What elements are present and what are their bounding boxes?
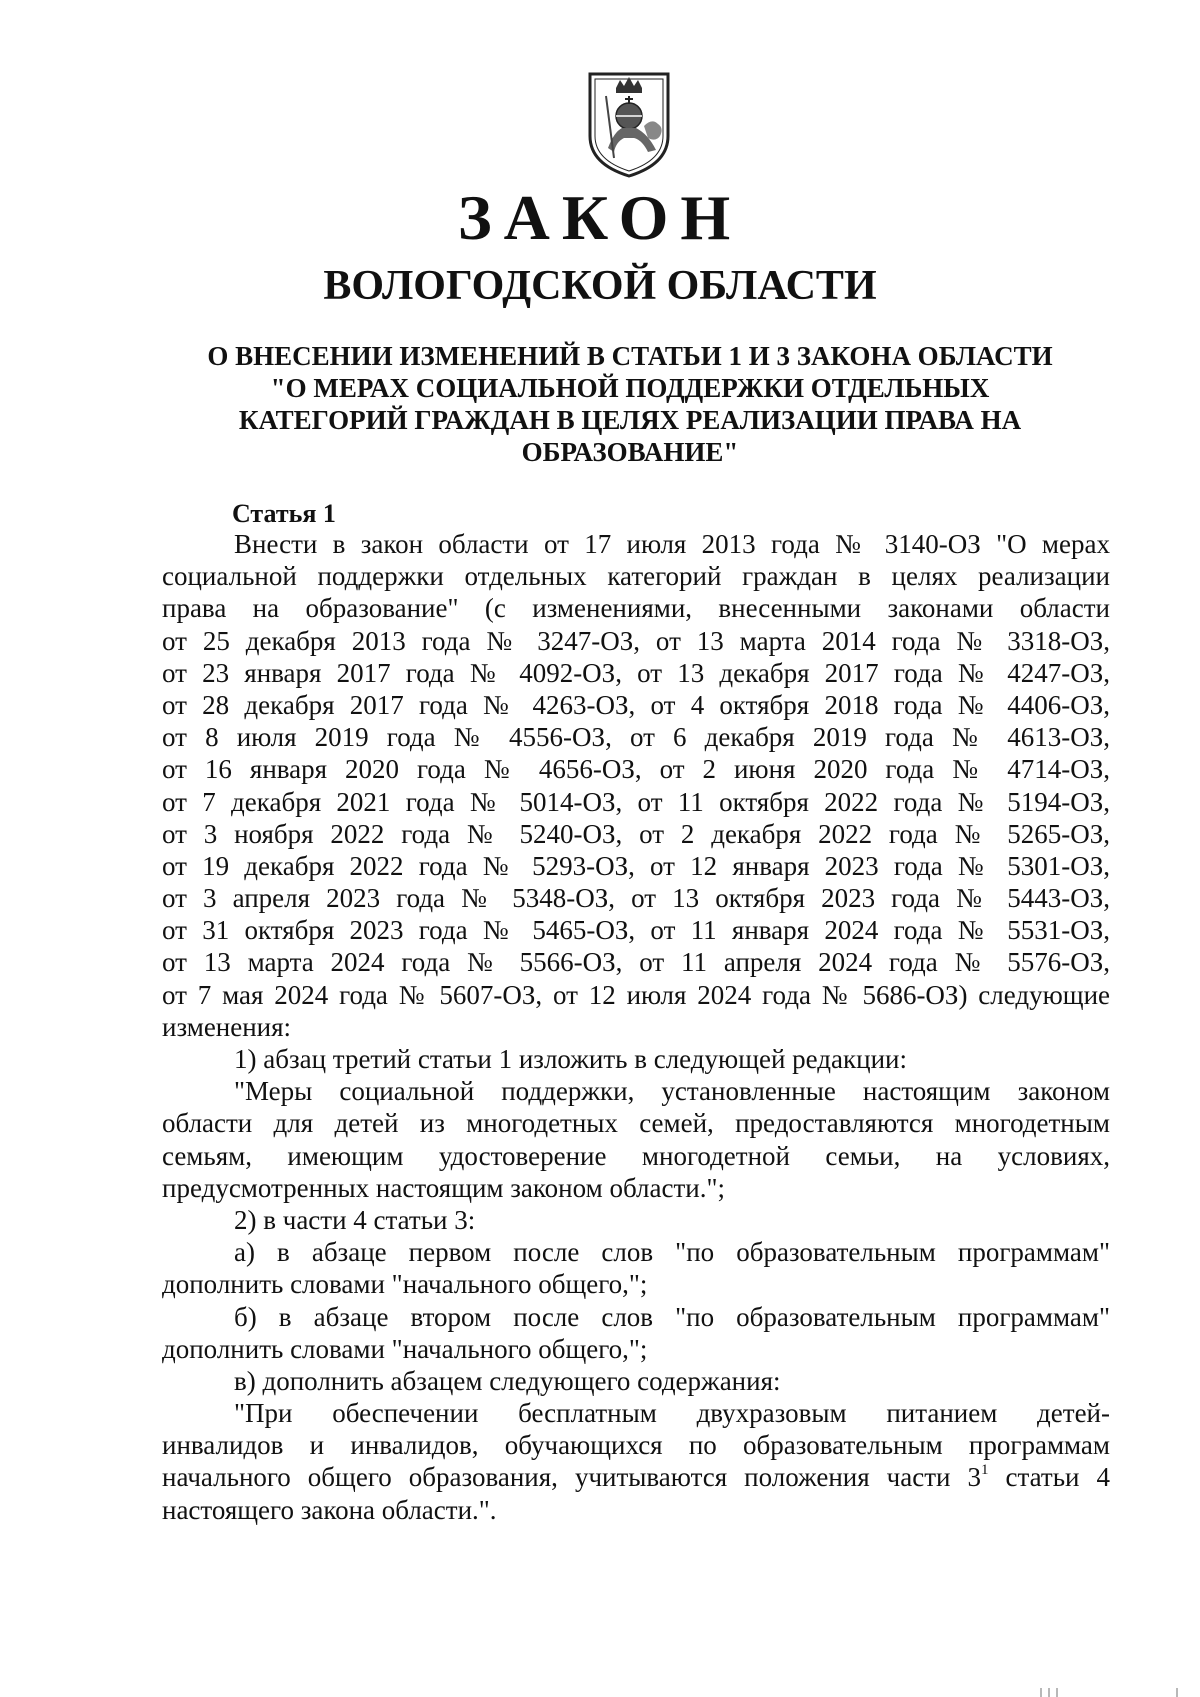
coat-of-arms-emblem (586, 66, 672, 180)
body-line: дополнить словами "начального общего,"; (162, 1333, 648, 1364)
body-line: "Меры социальной поддержки, установленные настоящим законом (234, 1076, 1110, 1107)
law-title: ЗАКОН (457, 182, 743, 253)
body-line: от 25 декабря 2013 года № 3247-ОЗ, от 13 марта 2014 года № 3318-ОЗ, (162, 625, 1110, 656)
body-line: б) в абзаце втором после слов "по образовательным программам" (234, 1301, 1110, 1332)
subject-line: О ВНЕСЕНИИ ИЗМЕНЕНИЙ В СТАТЬИ 1 И 3 ЗАКОНА ОБЛАСТИ (207, 341, 1053, 371)
article-body (162, 528, 1110, 1526)
region-title: ВОЛОГОДСКОЙ ОБЛАСТИ (323, 263, 877, 309)
body-line: от 28 декабря 2017 года № 4263-ОЗ, от 4 октября 2018 года № 4406-ОЗ, (162, 689, 1110, 720)
superscript: 1 (981, 1462, 989, 1479)
body-line: от 31 октября 2023 года № 5465-ОЗ, от 11 января 2024 года № 5531-ОЗ, (162, 915, 1110, 946)
scan-artifact (1040, 1688, 1042, 1697)
body-line: права на образование" (с изменениями, внесенными законами области (162, 593, 1110, 624)
body-line: от 3 апреля 2023 года № 5348-ОЗ, от 13 октября 2023 года № 5443-ОЗ, (162, 883, 1110, 914)
body-line: 2) в части 4 статьи 3: (234, 1204, 476, 1235)
body-line: от 23 января 2017 года № 4092-ОЗ, от 13 декабря 2017 года № 4247-ОЗ, (162, 657, 1110, 688)
body-line: в) дополнить абзацем следующего содержания: (234, 1365, 781, 1396)
body-line: от 16 января 2020 года № 4656-ОЗ, от 2 июня 2020 года № 4714-ОЗ, (162, 754, 1110, 785)
scan-artifact (1176, 1688, 1178, 1697)
body-line: от 19 декабря 2022 года № 5293-ОЗ, от 12 января 2023 года № 5301-ОЗ, (162, 850, 1110, 881)
body-line: дополнить словами "начального общего,"; (162, 1269, 648, 1300)
body-line: настоящего закона области.". (162, 1494, 497, 1525)
subject-line: "О МЕРАХ СОЦИАЛЬНОЙ ПОДДЕРЖКИ ОТДЕЛЬНЫХ (270, 373, 990, 403)
body-line: семьям, имеющим удостоверение многодетной семьи, на условиях, (162, 1140, 1110, 1171)
body-line: от 13 марта 2024 года № 5566-ОЗ, от 11 апреля 2024 года № 5576-ОЗ, (162, 947, 1110, 978)
body-line: изменения: (162, 1011, 292, 1042)
body-line: области для детей из многодетных семей, предоставляются многодетным (162, 1108, 1110, 1139)
law-subject (170, 340, 1090, 468)
body-line: от 8 июля 2019 года № 4556-ОЗ, от 6 декабря 2019 года № 4613-ОЗ, (162, 722, 1110, 753)
body-line: а) в абзаце первом после слов "по образовательным программам" (234, 1237, 1110, 1268)
body-line-suffix: статьи 4 (988, 1462, 1110, 1493)
body-line: от 3 ноября 2022 года № 5240-ОЗ, от 2 декабря 2022 года № 5265-ОЗ, (162, 818, 1110, 849)
body-line: от 7 мая 2024 года № 5607-ОЗ, от 12 июля 2024 года № 5686-ОЗ) следующие (162, 979, 1110, 1010)
body-line: Внести в закон области от 17 июля 2013 года № 3140-ОЗ "О мерах (234, 529, 1110, 559)
body-line: 1) абзац третий статьи 1 изложить в следующей редакции: (234, 1044, 907, 1074)
scan-artifact (1056, 1688, 1058, 1697)
body-line (162, 1461, 1110, 1493)
body-line: "При обеспечении бесплатным двухразовым питанием детей- (234, 1398, 1110, 1429)
body-line: социальной поддержки отдельных категорий граждан в целях реализации (162, 561, 1110, 592)
body-line: предусмотренных настоящим законом области."; (162, 1172, 725, 1203)
body-line: инвалидов и инвалидов, обучающихся по образовательным программам (162, 1430, 1110, 1461)
article-heading: Статья 1 (232, 499, 336, 528)
body-line: от 7 декабря 2021 года № 5014-ОЗ, от 11 октября 2022 года № 5194-ОЗ, (162, 786, 1110, 817)
subject-line: ОБРАЗОВАНИЕ" (521, 437, 739, 467)
scan-artifact (1048, 1688, 1050, 1697)
body-line-text: начального общего образования, учитываются положения части 3 (162, 1462, 981, 1493)
subject-line: КАТЕГОРИЙ ГРАЖДАН В ЦЕЛЯХ РЕАЛИЗАЦИИ ПРАВА НА (238, 405, 1022, 435)
